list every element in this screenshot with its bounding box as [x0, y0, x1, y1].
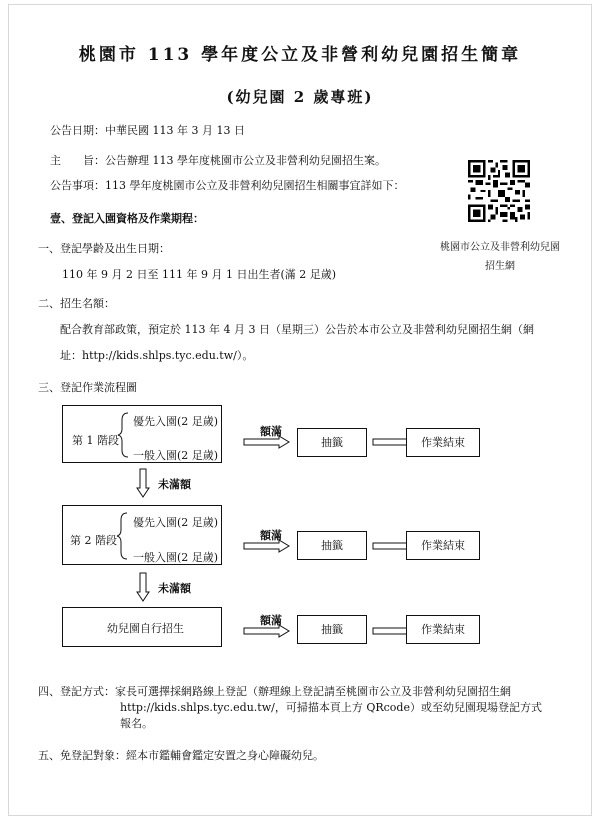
item1-title: 一、登記學齡及出生日期： — [38, 242, 170, 255]
announce-matters: 公告事項：113 學年度桃園市公立及非營利幼兒園招生相關事宜詳如下： — [50, 179, 405, 192]
document-title: 桃園市 113 學年度公立及非營利幼兒園招生簡章 — [78, 45, 522, 65]
stage2-label: 第 2 階段 — [70, 534, 117, 547]
announce-date: 公告日期：中華民國 113 年 3 月 13 日 — [50, 124, 245, 137]
down-arrow-1-icon — [136, 468, 150, 498]
not-full-label-2: 未滿額 — [158, 582, 191, 595]
stage3-lottery-box: 抽籤 — [297, 615, 367, 644]
stage2-full-label: 額滿 — [260, 529, 282, 542]
down-arrow-2-icon — [136, 572, 150, 602]
item3-title: 三、登記作業流程圖 — [38, 381, 137, 394]
stage3-label: 幼兒園自行招生 — [107, 622, 184, 635]
stage2-brace-icon — [117, 512, 129, 560]
stage1-arrow-right-icon — [243, 435, 291, 449]
stage1-general: 一般入園(2 足歲) — [133, 449, 219, 462]
item5: 五、免登記對象：經本市鑑輔會鑑定安置之身心障礙幼兒。 — [38, 749, 324, 762]
item2-title: 二、招生名額： — [38, 297, 115, 310]
announce-subject: 主 旨：公告辦理 113 學年度桃園市公立及非營利幼兒園招生案。 — [50, 154, 386, 167]
stage1-lottery-box: 抽籤 — [297, 428, 367, 457]
stage1-done-box: 作業結束 — [406, 428, 480, 457]
stage2-arrow-right-icon — [243, 539, 291, 553]
document-subtitle: (幼兒園 2 歲專班) — [226, 88, 374, 106]
qr-caption-line1: 桃園市公立及非營利幼兒園 — [440, 242, 560, 253]
item2-body-line2: 址：http://kids.shlps.tyc.edu.tw/）。 — [60, 349, 254, 362]
stage2-done-box: 作業結束 — [406, 531, 480, 560]
stage1-full-label: 額滿 — [260, 425, 282, 438]
qr-caption-line2: 招生網 — [485, 261, 515, 272]
not-full-label-1: 未滿額 — [158, 478, 191, 491]
section-heading: 壹、登記入園資格及作業期程： — [50, 212, 204, 225]
stage3-arrow-right-icon — [243, 624, 291, 638]
item2-body-line1: 配合教育部政策，預定於 113 年 4 月 3 日（星期三）公告於本市公立及非營利幼兒園招生網（網 — [60, 323, 534, 336]
item4-line1: 四、登記方式：家長可選擇採網路線上登記（辦理線上登記請至桃園市公立及非營利幼兒園招生網 — [38, 685, 511, 698]
stage2-lottery-box: 抽籤 — [297, 531, 367, 560]
stage2-priority: 優先入園(2 足歲) — [133, 516, 219, 529]
stage1-brace-icon — [118, 412, 130, 458]
stage3-done-box: 作業結束 — [406, 615, 480, 644]
stage2-general: 一般入園(2 足歲) — [133, 551, 219, 564]
qr-code-icon[interactable] — [468, 160, 530, 222]
stage1-priority: 優先入園(2 足歲) — [133, 415, 219, 428]
item4-line2[interactable]: http://kids.shlps.tyc.edu.tw/，可掃描本頁上方 QRcode）或至幼兒園現場登記方式 — [120, 701, 542, 714]
stage3-full-label: 額滿 — [260, 614, 282, 627]
item1-body: 110 年 9 月 2 日至 111 年 9 月 1 日出生者(滿 2 足歲) — [62, 268, 337, 281]
stage1-label: 第 1 階段 — [72, 434, 119, 447]
item4-line3: 報名。 — [120, 717, 153, 730]
